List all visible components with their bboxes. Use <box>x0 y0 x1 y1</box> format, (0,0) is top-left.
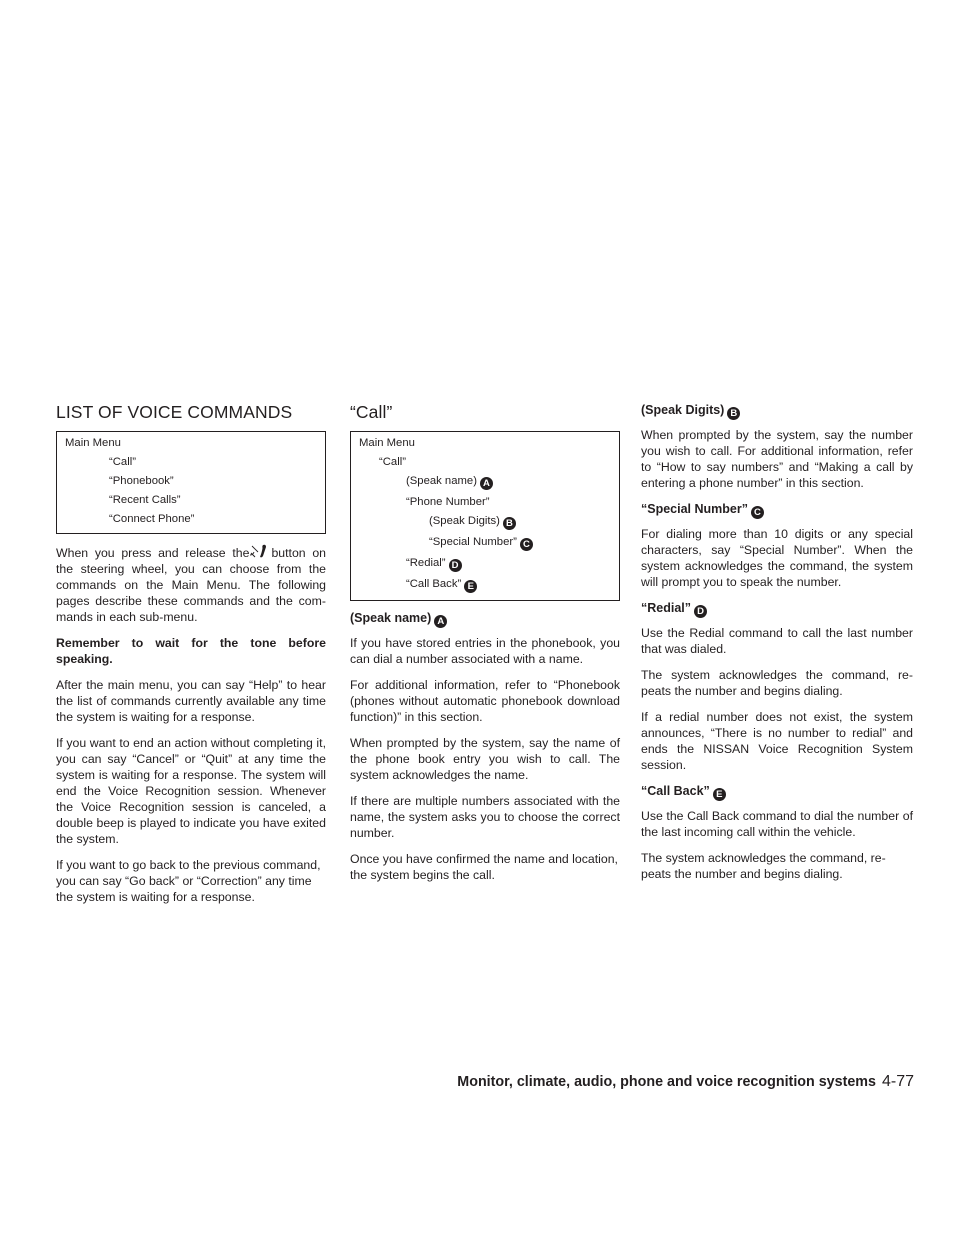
paragraph-special-characters: For dialing more than 10 digits or any special characters, say “Special Number”. When the system acknowledges the command, the system will prompt you to speak the number. <box>641 527 913 589</box>
section-heading-call: “Call” <box>350 402 393 422</box>
paragraph-multiple-numbers: If there are multiple numbers associated with the name, the system asks you to choose the correct number. <box>350 794 620 840</box>
circled-letter-a-icon: A <box>434 615 447 628</box>
circled-letter-b-icon: B <box>503 517 516 530</box>
subheading-special-number <box>641 501 913 519</box>
subheading-special-number-label: “Special Number” <box>641 502 748 516</box>
subheading-redial <box>641 600 913 618</box>
circled-letter-e-icon: E <box>464 580 477 593</box>
subheading-speak-name <box>350 610 620 628</box>
subheading-speak-digits <box>641 402 913 420</box>
paragraph-call-back-use: Use the Call Back command to dial the number of the last incoming call within the vehicle. <box>641 809 913 839</box>
paragraph-intro <box>56 543 326 625</box>
circled-letter-d-icon: D <box>449 559 462 572</box>
circled-letter-c-icon: C <box>520 538 533 551</box>
menu-line-recent-calls: “Recent Calls” <box>109 494 181 506</box>
section-heading-voice-commands: LIST OF VOICE COMMANDS <box>56 402 293 422</box>
main-menu-box <box>56 431 326 534</box>
paragraph-help: After the main menu, you can say “Help” to hear the list of commands currently available any time the system is waiting for a response. <box>56 678 326 724</box>
circled-letter-b-icon: B <box>727 407 740 420</box>
subheading-redial-label: “Redial” <box>641 601 692 615</box>
menu-speak-digits-label: (Speak Digits) <box>429 515 500 527</box>
subheading-speak-name-label: (Speak name) <box>350 611 432 625</box>
paragraph-begins-call: Once you have confirmed the name and location, the system begins the call. <box>350 852 618 882</box>
circled-letter-e-icon: E <box>713 788 726 801</box>
call-menu-box <box>350 431 620 601</box>
menu-redial-label: “Redial” <box>406 557 446 569</box>
menu-line-call: “Call” <box>109 456 136 468</box>
menu-line-call-back <box>359 578 611 593</box>
paragraph-phonebook-ref: For additional information, refer to “Phonebook (phones without automatic phonebook download function)” in this section. <box>350 678 620 724</box>
talk-button-icon <box>249 543 271 559</box>
menu-line-main: Main Menu <box>65 437 121 449</box>
page-number: 4-77 <box>881 1073 914 1090</box>
column-middle <box>350 402 620 893</box>
tone-note: Remember to wait for the tone before speaking. <box>56 636 326 666</box>
paragraph-no-redial: If a redial number does not exist, the system announces, “There is no number to redial” and ends the NISSAN Voice Recognition System session. <box>641 710 913 772</box>
intro-text-after: button on the steering wheel, you can choose from the commands on the Main Menu. The following pages describe these commands and the com- mands in each sub-menu. <box>56 546 326 624</box>
column-right <box>641 402 913 892</box>
menu-line-redial <box>359 557 611 572</box>
menu-line-special-number <box>359 536 611 551</box>
circled-letter-d-icon: D <box>694 605 707 618</box>
page-footer <box>420 1073 914 1091</box>
menu-line-phonebook: “Phonebook” <box>109 475 174 487</box>
paragraph-cancel: If you want to end an action without completing it, you can say “Cancel” or “Quit” at any time the system is waiting for a response. The system will end the Voice Recognition session. Whenever the Voice Recognition session is canceled, a double beep is played to indicate you have exited the system. <box>56 736 326 846</box>
menu-line-main: Main Menu <box>359 437 415 449</box>
menu-call-back-label: “Call Back” <box>406 578 462 590</box>
menu-special-number-label: “Special Number” <box>429 536 517 548</box>
circled-letter-a-icon: A <box>480 477 493 490</box>
circled-letter-c-icon: C <box>751 506 764 519</box>
subheading-call-back-label: “Call Back” <box>641 784 710 798</box>
paragraph-go-back: If you want to go back to the previous command, you can say “Go back” or “Correction” any time the system is waiting for a response. <box>56 858 321 904</box>
paragraph-say-name: When prompted by the system, say the name of the phone book entry you wish to call. The system acknowledges the name. <box>350 736 620 782</box>
menu-line-call: “Call” <box>379 456 406 468</box>
paragraph-stored-entries: If you have stored entries in the phonebook, you can dial a number associated with a name. <box>350 636 620 666</box>
footer-title: Monitor, climate, audio, phone and voice recognition systems <box>457 1074 876 1090</box>
paragraph-redial-ack: The system acknowledges the command, re- peats the number and begins dialing. <box>641 668 913 698</box>
menu-line-speak-digits <box>359 515 611 530</box>
column-left <box>56 402 326 915</box>
paragraph-say-number: When prompted by the system, say the number you wish to call. For additional information, refer to “How to say numbers” and “Making a call by entering a phone number” in this section. <box>641 428 913 490</box>
paragraph-redial-use: Use the Redial command to call the last number that was dialed. <box>641 626 913 656</box>
subheading-speak-digits-label: (Speak Digits) <box>641 403 725 417</box>
subheading-call-back <box>641 783 913 801</box>
menu-line-phone-number: “Phone Number” <box>406 496 490 508</box>
menu-speak-name-label: (Speak name) <box>406 475 477 487</box>
menu-line-speak-name <box>359 475 611 490</box>
intro-text-before: When you press and release the <box>56 546 250 560</box>
paragraph-call-back-ack: The system acknowledges the command, re- peats the number and begins dialing. <box>641 851 886 881</box>
menu-line-connect-phone: “Connect Phone” <box>109 513 195 525</box>
